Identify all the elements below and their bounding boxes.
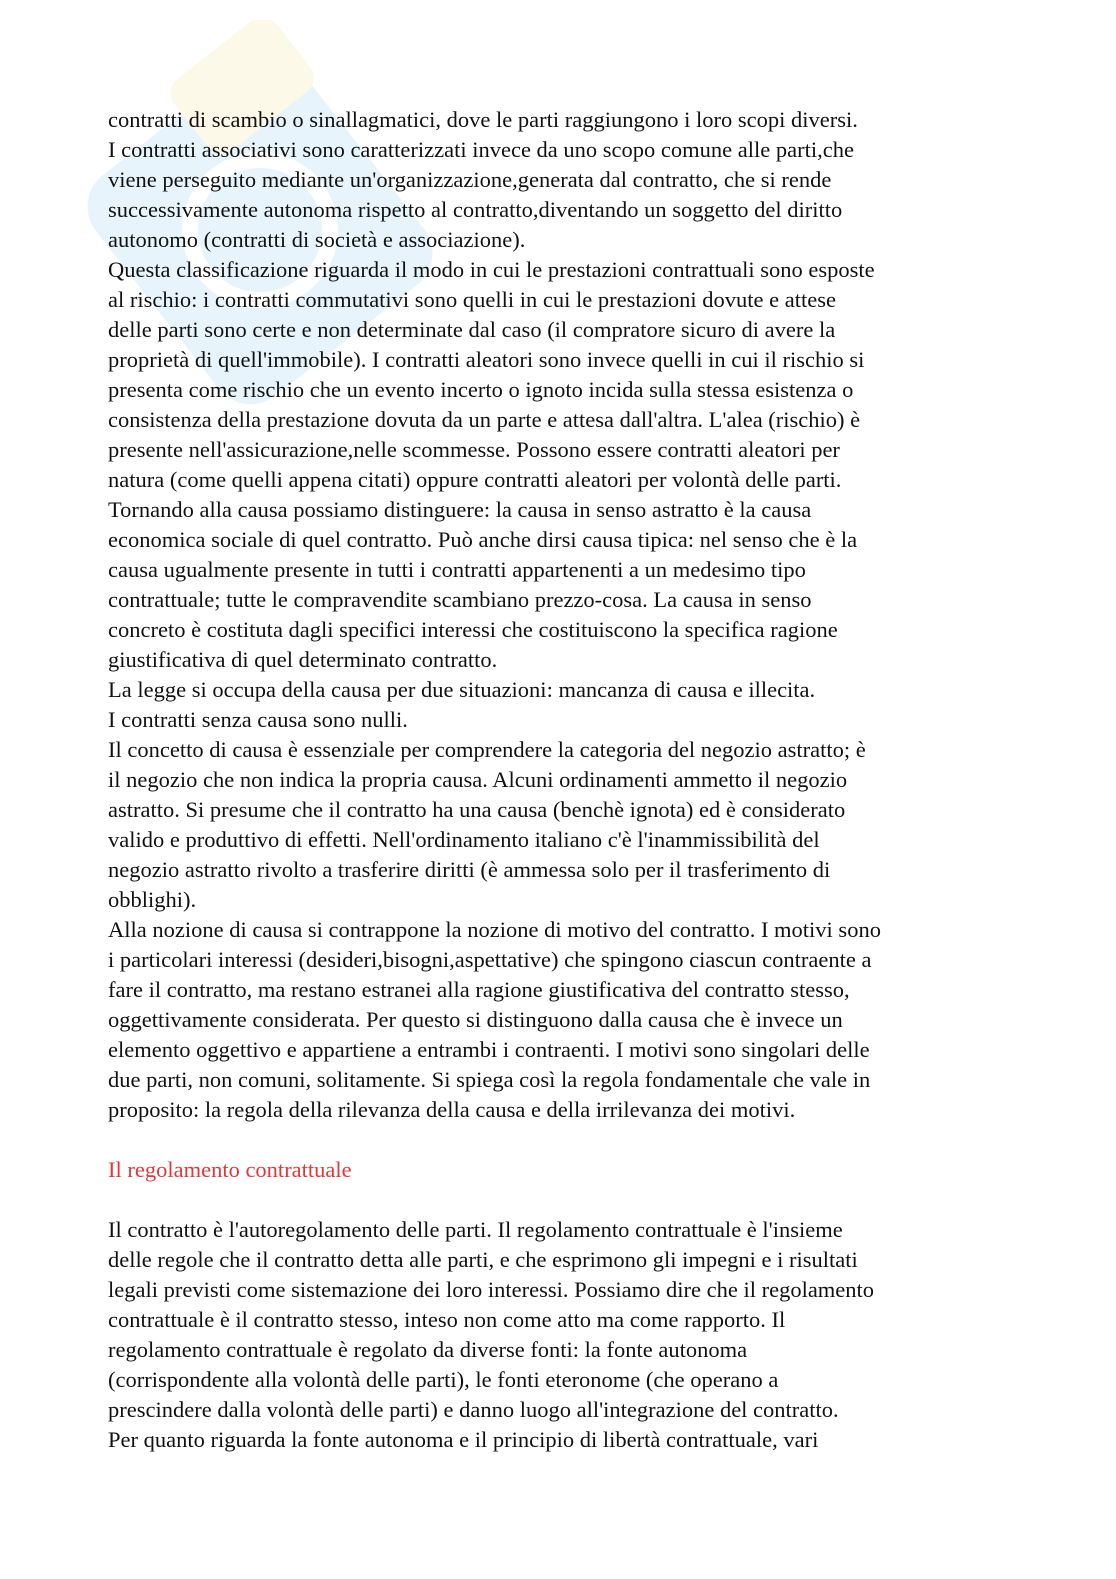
text-line: elemento oggettivo e appartiene a entrambi i contraenti. I motivi sono singolari delle: [108, 1037, 870, 1062]
text-line: (corrispondente alla volontà delle parti), le fonti eteronome (che operano a: [108, 1367, 779, 1392]
text-line: il negozio che non indica la propria causa. Alcuni ordinamenti ammetto il negozio: [108, 767, 848, 792]
text-line: Il contratto è l'autoregolamento delle parti. Il regolamento contrattuale è l'insieme: [108, 1217, 843, 1242]
text-line: delle parti sono certe e non determinate dal caso (il compratore sicuro di avere la: [108, 317, 836, 342]
text-line: consistenza della prestazione dovuta da un parte e attesa dall'altra. L'alea (rischio) è: [108, 407, 861, 432]
paragraph-block-causa: [108, 105, 1008, 1125]
text-line: economica sociale di quel contratto. Può anche dirsi causa tipica: nel senso che è la: [108, 527, 858, 552]
paragraph-block-regolamento: [108, 1215, 1008, 1455]
section-heading: Il regolamento contrattuale: [108, 1157, 352, 1182]
text-line: prescindere dalla volontà delle parti) e danno luogo all'integrazione del contratto.: [108, 1397, 839, 1422]
text-line: contrattuale; tutte le compravendite scambiano prezzo-cosa. La causa in senso: [108, 587, 812, 612]
text-line: i particolari interessi (desideri,bisogni,aspettative) che spingono ciascun contraente a: [108, 947, 872, 972]
text-line: I contratti associativi sono caratterizzati invece da uno scopo comune alle parti,che: [108, 137, 854, 162]
text-line: natura (come quelli appena citati) oppure contratti aleatori per volontà delle parti.: [108, 467, 842, 492]
text-line: proprietà di quell'immobile). I contratti aleatori sono invece quelli in cui il rischio si: [108, 347, 865, 372]
text-line: Tornando alla causa possiamo distinguere: la causa in senso astratto è la causa: [108, 497, 812, 522]
text-line: legali previsti come sistemazione dei loro interessi. Possiamo dire che il regolamento: [108, 1277, 875, 1302]
text-line: presente nell'assicurazione,nelle scommesse. Possono essere contratti aleatori per: [108, 437, 840, 462]
text-line: due parti, non comuni, solitamente. Si spiega così la regola fondamentale che vale in: [108, 1067, 871, 1092]
text-line: proposito: la regola della rilevanza della causa e della irrilevanza dei motivi.: [108, 1097, 796, 1122]
text-line: viene perseguito mediante un'organizzazione,generata dal contratto, che si rende: [108, 167, 832, 192]
text-line: contrattuale è il contratto stesso, inteso non come atto ma come rapporto. Il: [108, 1307, 786, 1332]
text-line: causa ugualmente presente in tutti i contratti appartenenti a un medesimo tipo: [108, 557, 806, 582]
text-line: concreto è costituta dagli specifici interessi che costituiscono la specifica ragione: [108, 617, 838, 642]
text-line: fare il contratto, ma restano estranei alla ragione giustificativa del contratto stesso,: [108, 977, 850, 1002]
text-line: Per quanto riguarda la fonte autonoma e il principio di libertà contrattuale, vari: [108, 1427, 819, 1452]
text-line: valido e produttivo di effetti. Nell'ordinamento italiano c'è l'inammissibilità del: [108, 827, 820, 852]
text-line: regolamento contrattuale è regolato da diverse fonti: la fonte autonoma: [108, 1337, 748, 1362]
text-line: Il concetto di causa è essenziale per comprendere la categoria del negozio astratto; è: [108, 737, 866, 762]
text-line: negozio astratto rivolto a trasferire diritti (è ammessa solo per il trasferimento di: [108, 857, 831, 882]
text-line: astratto. Si presume che il contratto ha una causa (benchè ignota) ed è considerato: [108, 797, 846, 822]
text-line: delle regole che il contratto detta alle parti, e che esprimono gli impegni e i risultati: [108, 1247, 858, 1272]
text-line: successivamente autonoma rispetto al contratto,diventando un soggetto del diritto: [108, 197, 843, 222]
text-line: presenta come rischio che un evento incerto o ignoto incida sulla stessa esistenza o: [108, 377, 854, 402]
text-line: obblighi).: [108, 887, 197, 912]
text-line: al rischio: i contratti commutativi sono quelli in cui le prestazioni dovute e attese: [108, 287, 836, 312]
text-line: autonomo (contratti di società e associazione).: [108, 227, 526, 252]
text-line: giustificativa di quel determinato contratto.: [108, 647, 498, 672]
text-line: oggettivamente considerata. Per questo si distinguono dalla causa che è invece un: [108, 1007, 843, 1032]
text-line: Alla nozione di causa si contrappone la nozione di motivo del contratto. I motivi sono: [108, 917, 881, 942]
text-line: contratti di scambio o sinallagmatici, dove le parti raggiungono i loro scopi diversi.: [108, 107, 858, 132]
text-line: La legge si occupa della causa per due situazioni: mancanza di causa e illecita.: [108, 677, 816, 702]
document-page: [108, 105, 1008, 1455]
text-line: Questa classificazione riguarda il modo in cui le prestazioni contrattuali sono esposte: [108, 257, 875, 282]
text-line: I contratti senza causa sono nulli.: [108, 707, 408, 732]
